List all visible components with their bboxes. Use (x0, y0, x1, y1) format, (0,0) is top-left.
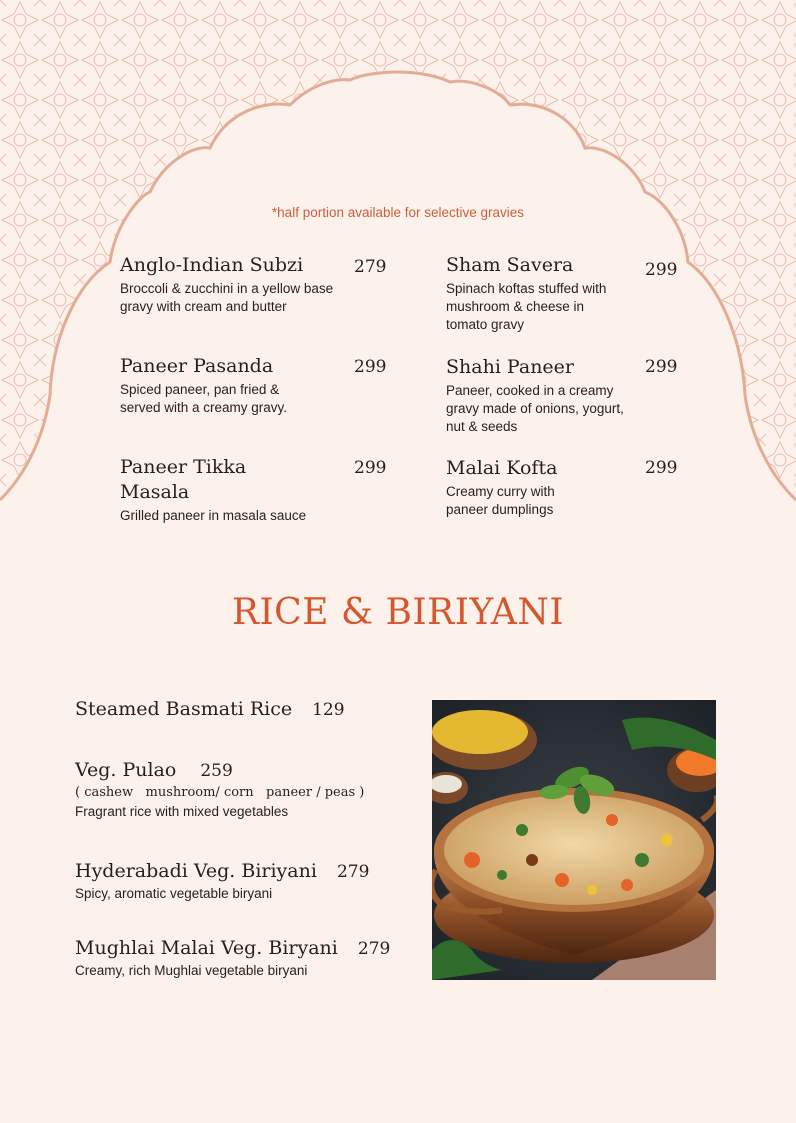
dish-name: Anglo-Indian Subzi (120, 254, 304, 276)
dish-shahi-paneer (446, 355, 641, 436)
dish-price: 299 (645, 357, 678, 377)
section-title: RICE & BIRIYANI (231, 592, 565, 633)
rice-item-steamed-basmati (75, 698, 345, 720)
dish-description: Grilled paneer in masala sauce (120, 508, 307, 523)
rice-item-mughlai-biryani (75, 937, 390, 978)
dish-description: Spiced paneer, pan fried & served with a creamy gravy. (120, 382, 288, 415)
dish-description: Spicy, aromatic vegetable biryani (75, 886, 273, 901)
dish-anglo-indian-subzi (120, 253, 350, 316)
dish-name: Malai Kofta (446, 457, 558, 479)
dish-name: Veg. Pulao (75, 759, 177, 781)
dish-description: Creamy, rich Mughlai vegetable biryani (75, 963, 308, 978)
dish-price: 279 (357, 939, 391, 959)
dish-malai-kofta (446, 456, 636, 519)
dish-name: Steamed Basmati Rice (75, 698, 293, 720)
rice-item-hyderabadi-biriyani (75, 860, 369, 901)
dish-name: Paneer Pasanda (120, 355, 274, 377)
dish-description: Creamy curry with paneer dumplings (446, 484, 555, 517)
dish-price: 259 (200, 761, 233, 781)
dish-name: Shahi Paneer (446, 356, 574, 378)
dish-price: 299 (354, 357, 387, 377)
dish-sham-savera (446, 253, 636, 334)
biryani-photo (432, 700, 716, 980)
dish-description: Paneer, cooked in a creamy gravy made of onions, yogurt, nut & seeds (446, 383, 624, 434)
dish-price: 299 (645, 458, 678, 478)
dish-description: Spinach koftas stuffed with mushroom & cheese in tomato gravy (446, 281, 607, 332)
dish-price: 279 (354, 257, 387, 277)
dish-name: Mughlai Malai Veg. Biryani (75, 937, 338, 959)
dish-name: Sham Savera (446, 254, 574, 276)
rice-item-veg-pulao (75, 759, 364, 819)
dish-description: Fragrant rice with mixed vegetables (75, 804, 289, 819)
dish-name: Paneer Tikka Masala (120, 456, 247, 503)
half-portion-note: *half portion available for selective gravies (271, 205, 525, 220)
dish-price: 129 (312, 700, 345, 720)
dish-price: 299 (645, 260, 678, 280)
dish-price: 279 (336, 862, 370, 882)
dish-price: 299 (354, 458, 387, 478)
dish-name: Hyderabadi Veg. Biriyani (75, 860, 317, 882)
dish-paneer-pasanda (120, 354, 350, 417)
dish-options: ( cashew mushroom/ corn paneer / peas ) (75, 785, 365, 800)
dish-paneer-tikka-masala (120, 455, 320, 525)
dish-description: Broccoli & zucchini in a yellow base gravy with cream and butter (120, 281, 334, 314)
